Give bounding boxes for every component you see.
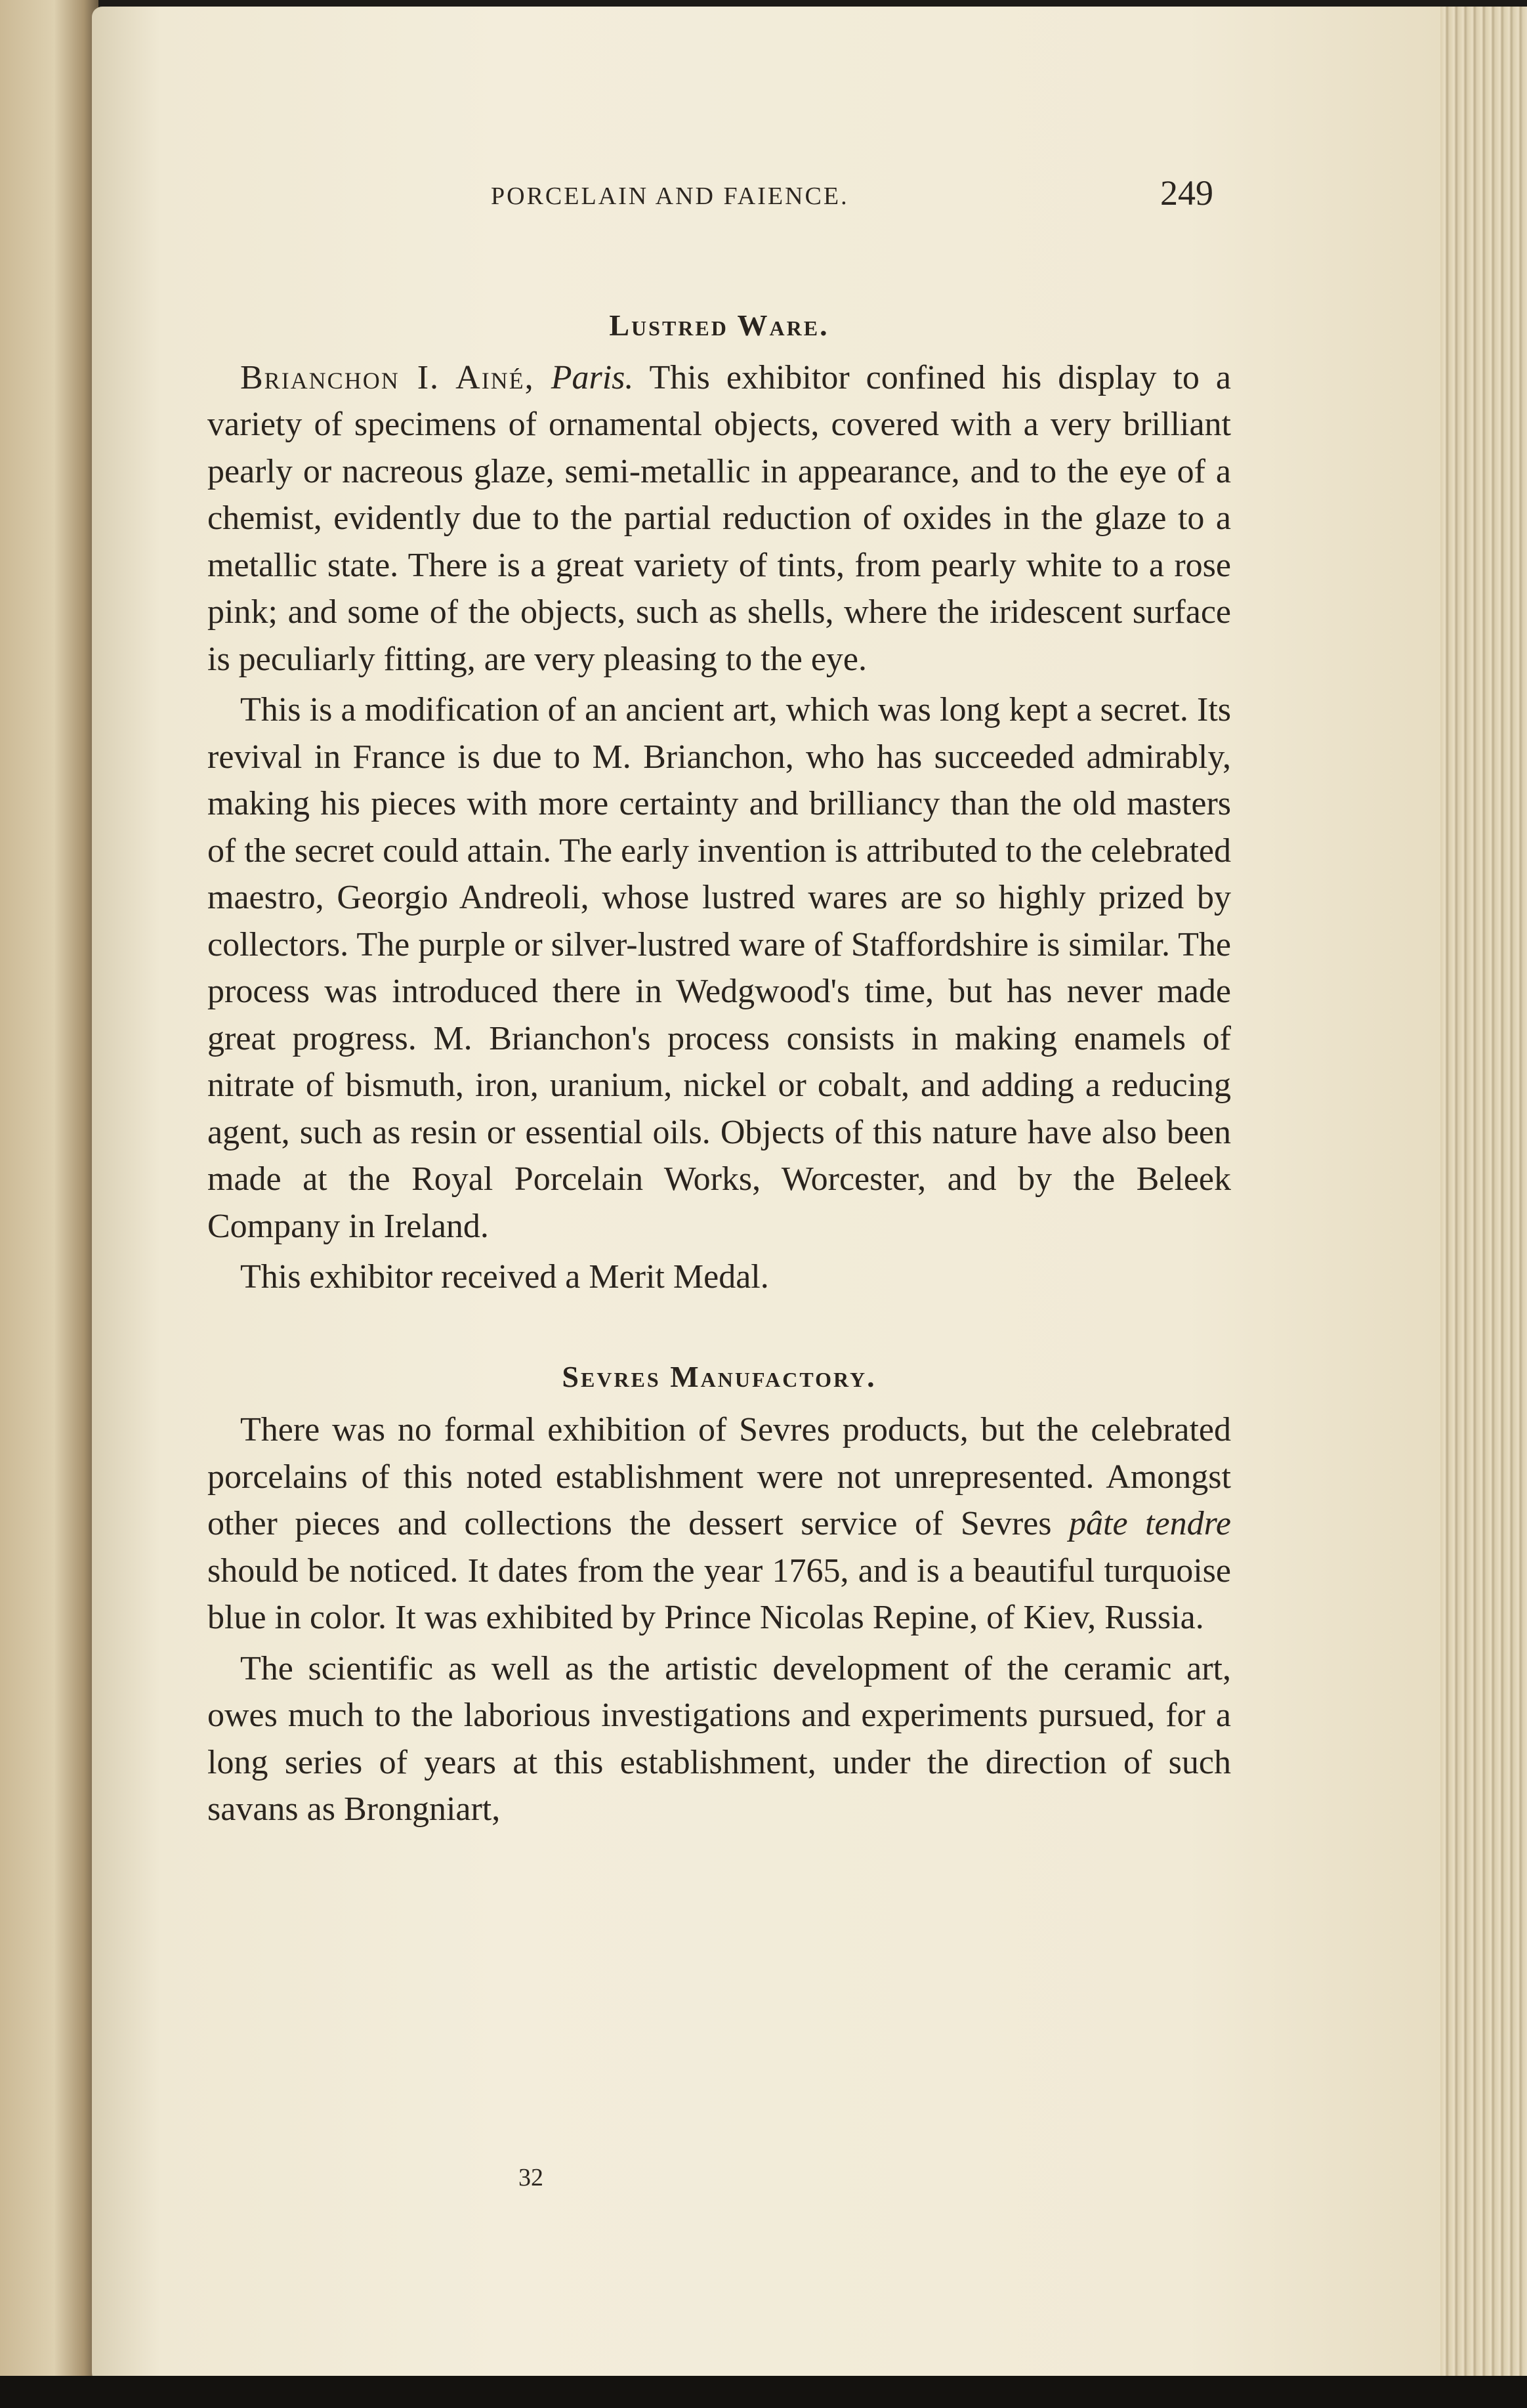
section-heading-lustred-ware: Lustred Ware. [609, 308, 829, 342]
paragraph: The scientific as well as the artistic development of the ceramic art, owes much to the laborious investigations and experiments pursued, for a long series of years at this establishment, under the direction of such savans as Brongniart, [207, 1649, 1231, 1828]
exhibitor-name: Brianchon I. Ainé, [240, 358, 535, 396]
paragraph: This exhibitor received a Merit Medal. [240, 1258, 769, 1296]
facing-page-edge [0, 0, 98, 2408]
signature-mark: 32 [518, 2164, 543, 2191]
exhibitor-place: Paris. [551, 358, 634, 396]
page-header [0, 173, 1527, 225]
page-body [207, 302, 1231, 1837]
paragraph-text: There was no formal exhibition of Sevres products, but the celebrated porcelains of this noted establishment were not unrepresented. Amongst other pieces and collections the dessert service of Sevres [207, 1411, 1231, 1542]
section-heading-sevres-manufactory: Sevres Manufactory. [562, 1359, 877, 1393]
paragraph: This is a modification of an ancient art, which was long kept a secret. Its revival in France is due to M. Brianchon, who has succeeded admirably, making his pieces with more certainty and brilliancy than the old masters of the secret could attain. The early invention is attributed to the celebrated maestro, Georgio Andreoli, whose lustred wares are so highly prized by collectors. The purple or silver-lustred ware of Staffordshire is similar. The process was introduced there in Wedgwood's time, but has never made great progress. M. Brianchon's process consists in making enamels of nitrate of bismuth, iron, uranium, nickel or cobalt, and adding a reducing agent, such as resin or essential oils. Objects of this nature have also been made at the Royal Porcelain Works, Worcester, and by the Beleek Company in Ireland. [207, 691, 1231, 1245]
page-stack-edges [1440, 7, 1527, 2389]
page-number: 249 [1160, 173, 1213, 213]
paragraph [207, 354, 1231, 683]
italic-term: pâte tendre [1069, 1505, 1231, 1542]
bottom-shadow [0, 2376, 1527, 2408]
running-head: PORCELAIN AND FAIENCE. [491, 182, 849, 210]
paragraph-text: This exhibitor confined his display to a variety of specimens of ornamental objects, covered with a very brilliant pearly or nacreous glaze, semi-metallic in appearance, and to the eye of a chemist, evidently due to the partial reduction of oxides in the glaze to a metallic state. There is a great variety of tints, from pearly white to a rose pink; and some of the objects, such as shells, where the iridescent surface is peculiarly fitting, are very pleasing to the eye. [207, 358, 1232, 678]
paragraph-text: should be noticed. It dates from the year 1765, and is a beautiful turquoise blue in color. It was exhibited by Prince Nicolas Repine, of Kiev, Russia. [207, 1552, 1231, 1636]
paragraph [207, 1406, 1231, 1641]
